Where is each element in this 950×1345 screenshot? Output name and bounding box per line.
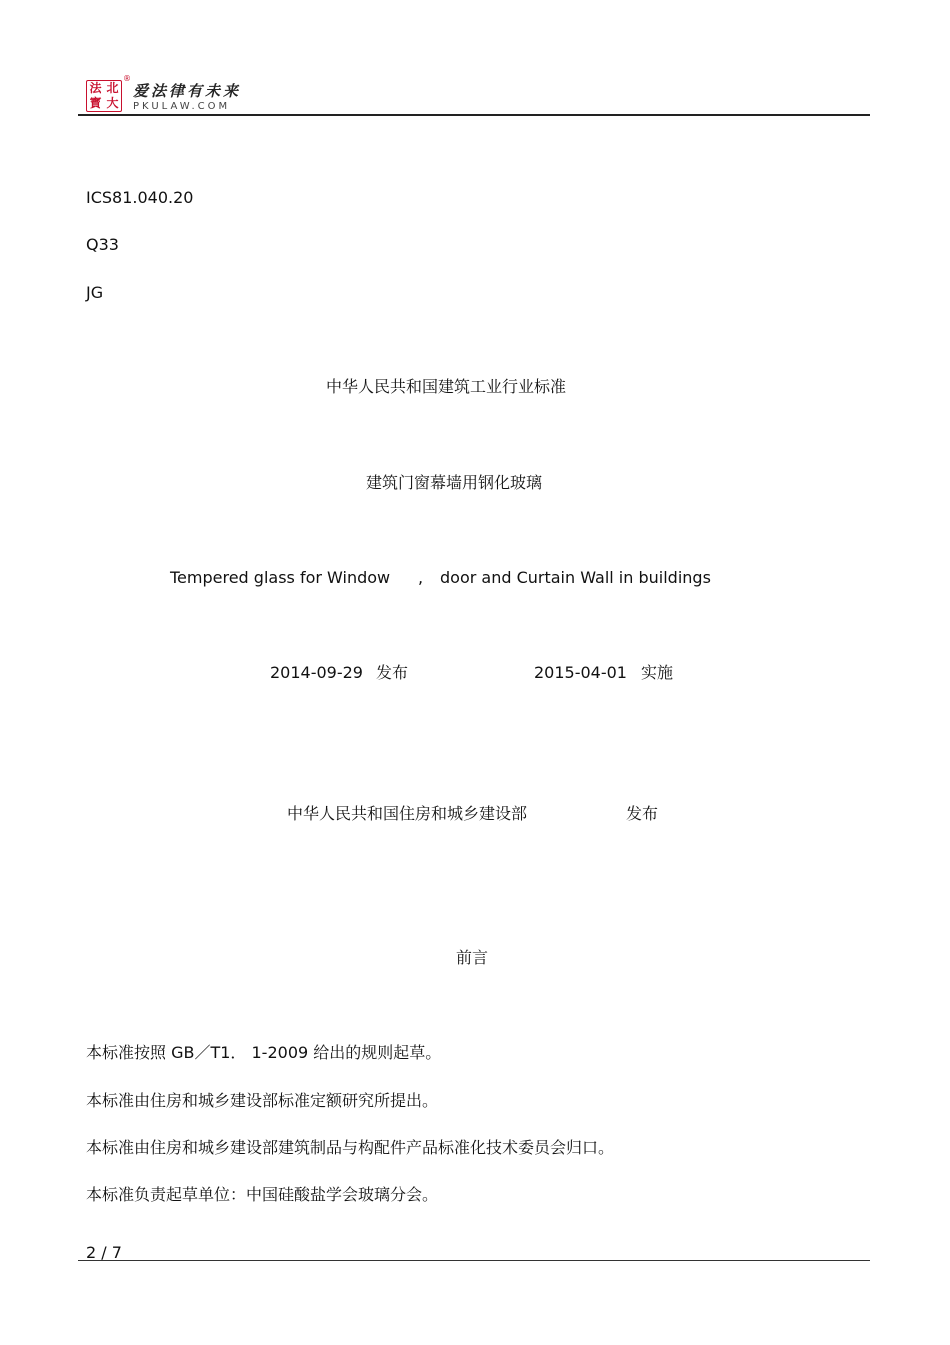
standard-category: JG [86, 283, 104, 302]
page-number: 2 / 7 [86, 1243, 122, 1262]
footer-rule [78, 1260, 870, 1261]
issuing-authority: 中华人民共和国住房和城乡建设部 [287, 804, 528, 823]
foreword-line: 本标准由住房和城乡建设部标准定额研究所提出。 [86, 1091, 439, 1110]
title-en-comma: , [418, 568, 424, 587]
foreword-line: 本标准按照 GB／T1． 1-2009 给出的规则起草。 [86, 1043, 442, 1062]
title-en-part1: Tempered glass for Window [170, 568, 391, 587]
foreword-heading: 前言 [456, 948, 489, 967]
title-en-part2: door and Curtain Wall in buildings [440, 568, 711, 587]
foreword-line: 本标准由住房和城乡建设部建筑制品与构配件产品标准化技术委员会归口。 [86, 1138, 615, 1157]
registered-mark: ® [123, 74, 131, 83]
implementation-date: 2015-04-01 [534, 663, 627, 682]
header-rule [78, 114, 870, 116]
foreword-line: 本标准负责起草单位：中国硅酸盐学会玻璃分会。 [86, 1185, 439, 1204]
title-cn: 建筑门窗幕墙用钢化玻璃 [366, 473, 543, 492]
standard-type: 中华人民共和国建筑工业行业标准 [326, 377, 567, 396]
issue-date: 2014-09-29 [270, 663, 363, 682]
logo-char: 寳 [89, 96, 102, 110]
implementation-label: 实施 [641, 663, 674, 682]
ccs-code: Q33 [86, 235, 119, 254]
logo-site-url: PKULAW.COM [133, 101, 231, 112]
logo-slogan: 爱法律有未来 [133, 82, 242, 100]
logo-char: 法 [89, 81, 102, 95]
ics-code: ICS81.040.20 [86, 188, 194, 207]
issue-label: 发布 [376, 663, 409, 682]
pkulaw-logo-seal [86, 80, 122, 112]
issuer-label: 发布 [626, 804, 659, 823]
logo-char: 大 [106, 96, 119, 110]
logo-char: 北 [106, 81, 119, 95]
